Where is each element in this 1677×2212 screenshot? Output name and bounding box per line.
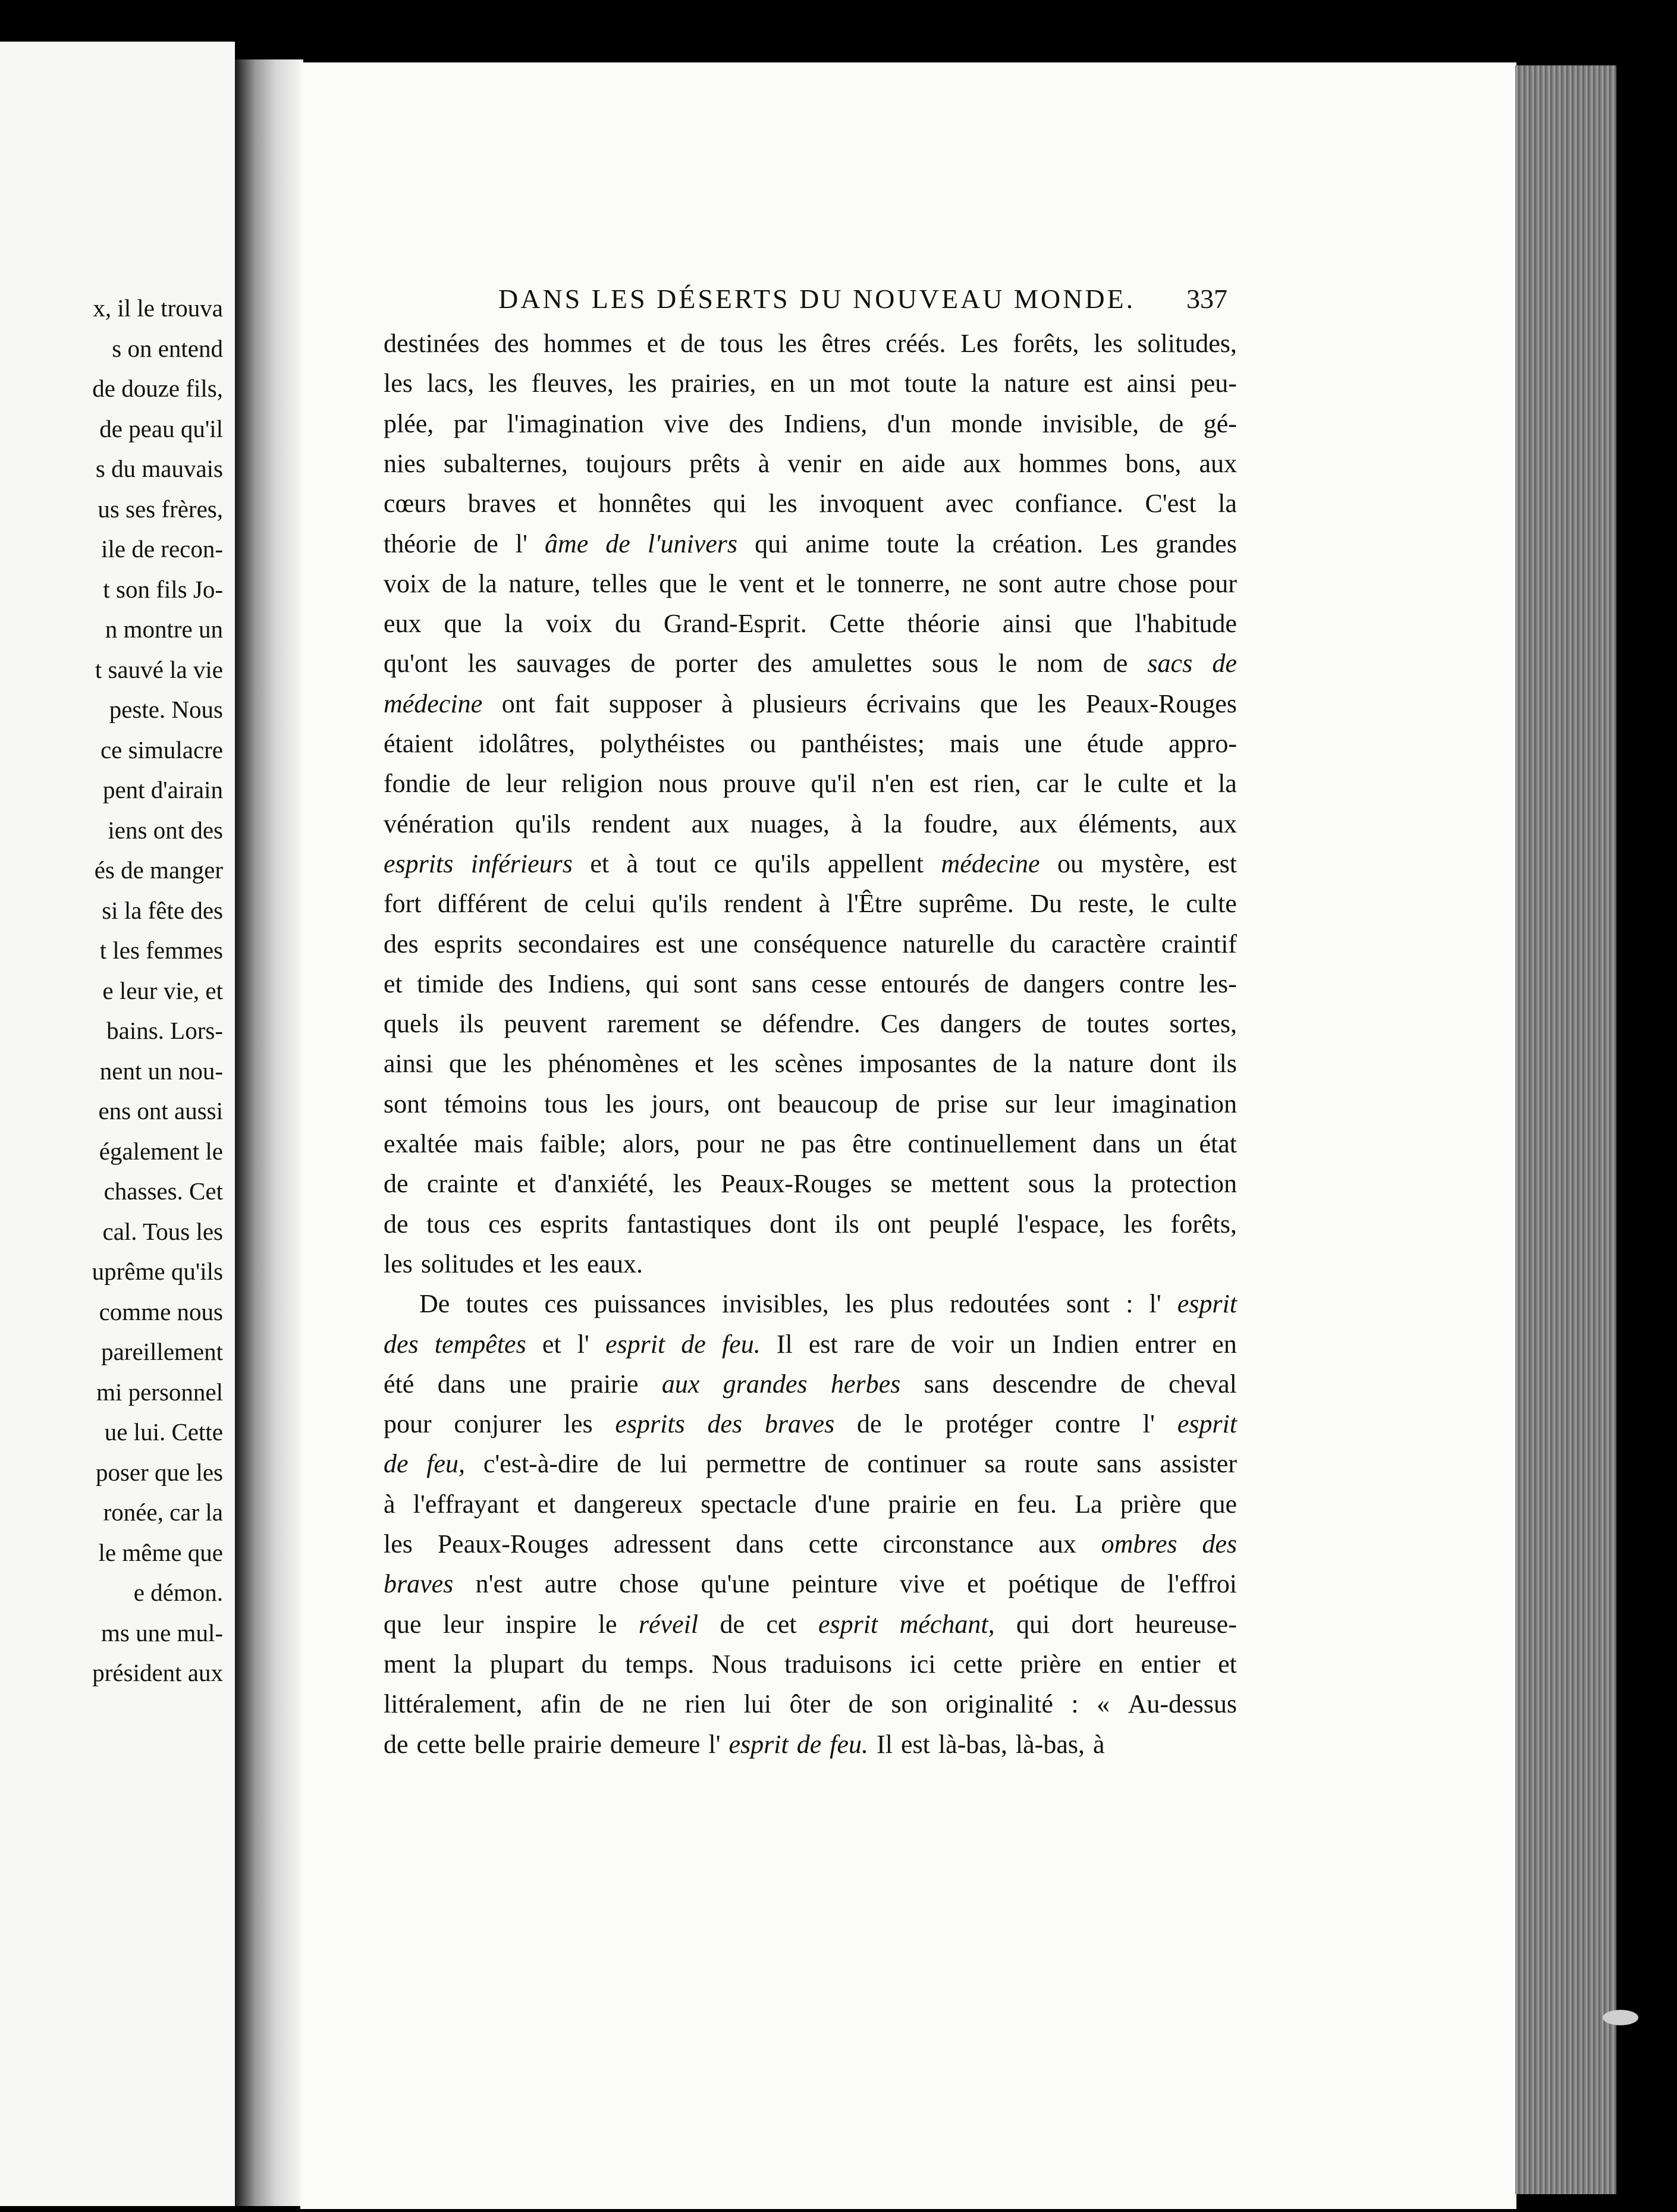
left-page-fragment: poser que les <box>95 1458 223 1486</box>
body-line: nies subalternes, toujours prêts à venir en aide aux hommes bons, aux <box>384 448 1237 478</box>
body-line: les Peaux-Rouges adressent dans cette circonstance aux ombres des <box>384 1529 1237 1559</box>
body-line: des tempêtes et l' esprit de feu. Il est rare de voir un Indien entrer en <box>384 1329 1237 1359</box>
body-line: eux que la voix du Grand-Esprit. Cette théorie ainsi que l'habitude <box>384 609 1237 639</box>
left-page-fragment: président aux <box>92 1659 223 1686</box>
body-line: de feu, c'est-à-dire de lui permettre de continuer sa route sans assister <box>384 1449 1237 1479</box>
body-line: ainsi que les phénomènes et les scènes imposantes de la nature dont ils <box>384 1049 1237 1079</box>
body-line: quels ils peuvent rarement se défendre. Ces dangers de toutes sortes, <box>384 1009 1237 1039</box>
body-line: voix de la nature, telles que le vent et le tonnerre, ne sont autre chose pour <box>384 568 1237 598</box>
left-page-fragment: mi personnel <box>96 1378 223 1406</box>
body-line: vénération qu'ils rendent aux nuages, à la foudre, aux éléments, aux <box>384 809 1237 838</box>
body-line: les lacs, les fleuves, les prairies, en un mot toute la nature est ainsi peu- <box>384 369 1237 398</box>
left-page-fragment: ens ont aussi <box>98 1097 223 1124</box>
body-line: destinées des hommes et de tous les êtres créés. Les forêts, les solitudes, <box>384 329 1237 358</box>
left-page-fragment: t sauvé la vie <box>95 655 223 683</box>
scan-smudge <box>1603 2010 1638 2025</box>
body-line: de crainte et d'anxiété, les Peaux-Rouges se mettent sous la protection <box>384 1169 1237 1199</box>
body-line: fort différent de celui qu'ils rendent à l'Être suprême. Du reste, le culte <box>384 889 1237 919</box>
body-line: braves n'est autre chose qu'une peinture vive et poétique de l'effroi <box>384 1569 1237 1599</box>
scan-border <box>1616 65 1677 2212</box>
left-page-fragment: s on entend <box>112 334 223 362</box>
left-page-fragment: ce simulacre <box>100 736 223 763</box>
body-line: les solitudes et les eaux. <box>384 1249 643 1278</box>
left-page-fragment: ronée, car la <box>103 1498 223 1526</box>
body-line: fondie de leur religion nous prouve qu'il n'en est rien, car le culte et la <box>384 769 1237 799</box>
body-line: esprits inférieurs et à tout ce qu'ils appellent médecine ou mystère, est <box>384 849 1237 878</box>
body-line: plée, par l'imagination vive des Indiens, d'un monde invisible, de gé- <box>384 409 1237 438</box>
left-page-fragment: e démon. <box>133 1579 223 1606</box>
left-page-fragment: ue lui. Cette <box>104 1418 223 1446</box>
body-line: et timide des Indiens, qui sont sans cesse entourés de dangers contre les- <box>384 969 1237 998</box>
left-page-fragment: de douze fils, <box>92 375 223 402</box>
left-page-fragment: si la fête des <box>102 896 223 924</box>
left-page-fragment: comme nous <box>99 1297 223 1325</box>
body-line: ment la plupart du temps. Nous traduisons ici cette prière en entier et <box>384 1649 1237 1679</box>
left-page-fragment: pareillement <box>101 1338 223 1365</box>
left-page-fragment: de peau qu'il <box>99 414 223 442</box>
body-line: De toutes ces puissances invisibles, les plus redoutées sont : l' esprit <box>419 1289 1237 1319</box>
body-line: sont témoins tous les jours, ont beaucoup de prise sur leur imagination <box>384 1089 1237 1118</box>
body-line: littéralement, afin de ne rien lui ôter de son originalité : « Au-dessus <box>384 1689 1237 1719</box>
left-page-fragment: bains. Lors- <box>106 1017 223 1044</box>
left-page-fragment: n montre un <box>105 615 223 643</box>
left-page-fragment: chasses. Cet <box>103 1177 223 1205</box>
page-number: 337 <box>1186 284 1227 314</box>
left-page-fragment: uprême qu'ils <box>92 1258 223 1285</box>
left-page-fragment: s du mauvais <box>95 455 223 482</box>
book-gutter <box>235 59 303 2206</box>
body-line: pour conjurer les esprits des braves de le protéger contre l' esprit <box>384 1409 1237 1439</box>
left-page-fragment: t son fils Jo- <box>103 575 223 603</box>
left-page-fragment: ms une mul- <box>101 1619 223 1647</box>
left-page-fragment: és de manger <box>94 856 223 884</box>
left-page-fragment: nent un nou- <box>99 1057 223 1085</box>
left-page-fragment: x, il le trouva <box>93 294 223 322</box>
body-line: étaient idolâtres, polythéistes ou panthéistes; mais une étude appro- <box>384 729 1237 758</box>
left-page-fragment: ile de recon- <box>101 535 223 563</box>
left-page-fragment: us ses frères, <box>98 495 223 523</box>
left-page-fragment: pent d'airain <box>102 776 223 803</box>
body-line: exaltée mais faible; alors, pour ne pas être continuellement dans un état <box>384 1129 1237 1158</box>
body-line: médecine ont fait supposer à plusieurs écrivains que les Peaux-Rouges <box>384 689 1237 718</box>
running-head: DANS LES DÉSERTS DU NOUVEAU MONDE. <box>498 284 1136 314</box>
left-page <box>0 42 235 2206</box>
left-page-fragment: t les femmes <box>99 937 223 964</box>
body-line: de cette belle prairie demeure l' esprit de feu. Il est là-bas, là-bas, à <box>384 1729 1105 1759</box>
page-edges <box>1515 65 1616 2194</box>
left-page-fragment: e leur vie, et <box>102 976 223 1004</box>
body-line: théorie de l' âme de l'univers qui anime toute la création. Les grandes <box>384 529 1237 558</box>
body-line: qu'ont les sauvages de porter des amulettes sous le nom de sacs de <box>384 649 1237 678</box>
left-page-fragment: cal. Tous les <box>102 1217 223 1245</box>
body-line: été dans une prairie aux grandes herbes sans descendre de cheval <box>384 1369 1237 1399</box>
left-page-fragment: également le <box>99 1137 223 1165</box>
body-line: à l'effrayant et dangereux spectacle d'une prairie en feu. La prière que <box>384 1489 1237 1519</box>
left-page-fragment: peste. Nous <box>109 696 223 723</box>
left-page-fragment: iens ont des <box>108 816 223 844</box>
body-line: de tous ces esprits fantastiques dont ils ont peuplé l'espace, les forêts, <box>384 1209 1237 1239</box>
body-line: des esprits secondaires est une conséquence naturelle du caractère craintif <box>384 929 1237 959</box>
left-page-fragment: le même que <box>98 1538 223 1566</box>
body-line: que leur inspire le réveil de cet esprit méchant, qui dort heureuse- <box>384 1609 1237 1639</box>
body-line: cœurs braves et honnêtes qui les invoquent avec confiance. C'est la <box>384 489 1237 519</box>
